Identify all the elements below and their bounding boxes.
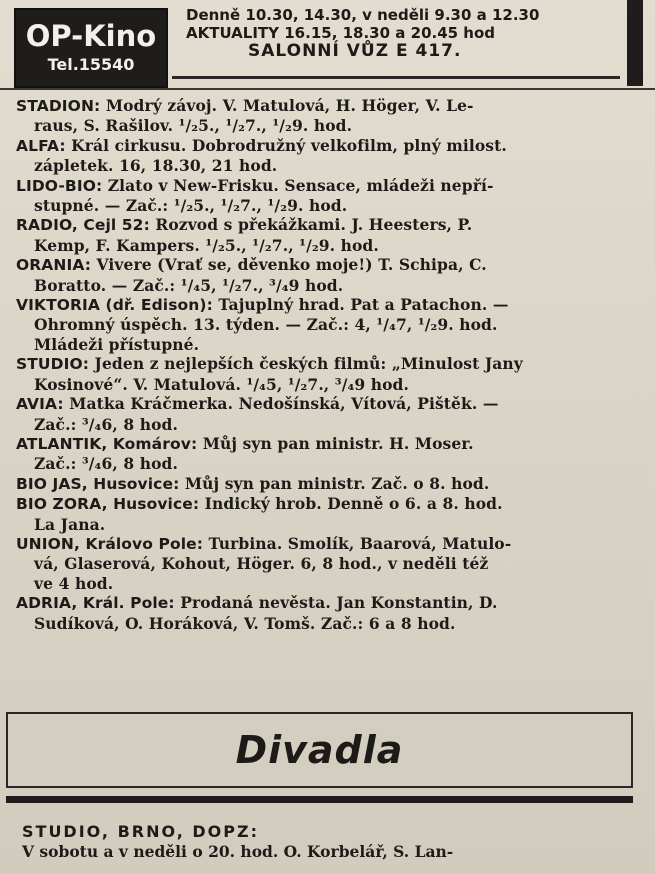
cinema-name: STUDIO: (16, 355, 90, 374)
listing-line (16, 196, 646, 215)
listing-text: Můj syn pan ministr. H. Moser. (202, 433, 474, 453)
section-box (6, 712, 633, 788)
header-line-1: Denně 10.30, 14.30, v neděli 9.30 a 12.30 (186, 6, 540, 24)
listing-text: raus, S. Rašilov. ¹/₂5., ¹/₂7., ¹/₂9. hod. (34, 116, 353, 136)
listing-line (16, 156, 646, 175)
section-title: Divadla (235, 728, 404, 772)
listing-entry (16, 394, 646, 434)
listing-line (16, 236, 646, 255)
listing-text: Prodaná nevěsta. Jan Konstantin, D. (180, 593, 498, 613)
listing-text: ve 4 hod. (34, 573, 114, 593)
top-rule (0, 88, 655, 90)
listing-text: Zač.: ³/₄6, 8 hod. (34, 414, 178, 434)
listing-entry (16, 434, 646, 474)
cinema-name: BIO ZORA, Husovice: (16, 495, 200, 514)
listing-line (16, 515, 646, 534)
listing-text: Můj syn pan ministr. Zač. o 8. hod. (184, 473, 490, 493)
listing-text: Kosinové“. V. Matulová. ¹/₄5, ¹/₂7., ³/₄9 hod. (34, 374, 409, 394)
cinema-name: VIKTORIA (dř. Edison): (16, 296, 213, 315)
cinema-name: RADIO, Cejl 52: (16, 216, 150, 235)
listing-line (16, 593, 646, 613)
listing-text: vá, Glaserová, Kohout, Höger. 6, 8 hod., v neděli též (34, 554, 489, 574)
section-rule (6, 796, 633, 803)
listing-line (16, 574, 646, 593)
listing-entry (16, 534, 646, 593)
listing-line (16, 96, 646, 116)
listing-line (16, 315, 646, 334)
listing-line (16, 215, 646, 235)
listing-entry (16, 96, 646, 136)
header-line-3: SALONNÍ VŮZ E 417. (248, 41, 462, 61)
listing-entry (16, 295, 646, 354)
listing-line (16, 554, 646, 573)
listing-text: Tajuplný hrad. Pat a Patachon. — (218, 295, 509, 315)
cinema-name: ATLANTIK, Komárov: (16, 434, 198, 453)
listing-line (16, 176, 646, 196)
listing-entry (16, 136, 646, 176)
listing-text: stupné. — Zač.: ¹/₂5., ¹/₂7., ¹/₂9. hod. (34, 196, 348, 216)
listing-line (16, 434, 646, 454)
listing-entry (16, 354, 646, 394)
listing-line (16, 295, 646, 315)
theatre-listing (22, 822, 642, 862)
listing-line (16, 375, 646, 394)
cinema-name: STADION: (16, 97, 101, 115)
cinema-name: ORANIA: (16, 256, 92, 275)
listing-text: Turbina. Smolík, Baarová, Matulo- (208, 533, 512, 553)
listing-line (16, 454, 646, 473)
listing-line (16, 335, 646, 354)
header-info (172, 2, 622, 78)
listing-line (16, 394, 646, 414)
listing-text: zápletek. 16, 18.30, 21 hod. (34, 156, 278, 176)
listing-text: Zlato v New-Frisku. Sensace, mládeži nepří- (107, 175, 494, 195)
theatre-heading: STUDIO, BRNO, DOPZ: (22, 822, 259, 841)
listing-text: Kemp, F. Kampers. ¹/₂5., ¹/₂7., ¹/₂9. hod. (34, 235, 379, 255)
theatre-line-1: V sobotu a v neděli o 20. hod. O. Korbelář, S. Lan- (22, 842, 454, 861)
listing-entry (16, 593, 646, 633)
listing-entry (16, 494, 646, 534)
listing-text: La Jana. (34, 514, 106, 534)
listing-text: Rozvod s překážkami. J. Heesters, P. (155, 215, 473, 235)
listing-line (16, 354, 646, 374)
listing-text: Vivere (Vrať se, děvenko moje!) T. Schipa, C. (96, 255, 487, 275)
listing-line (16, 494, 646, 514)
listing-entry (16, 474, 646, 494)
listing-line (16, 415, 646, 434)
listing-text: Mládeži přístupné. (34, 334, 200, 354)
listing-line (16, 255, 646, 275)
listing-line (16, 276, 646, 295)
listing-text: Král cirkusu. Dobrodružný velkofilm, plný milost. (71, 135, 507, 155)
listing-text: Modrý závoj. V. Matulová, H. Höger, V. Le- (105, 96, 474, 115)
listing-entry (16, 215, 646, 255)
cinema-name: ADRIA, Král. Pole: (16, 594, 175, 613)
listing-entry (16, 176, 646, 216)
header-line-2: AKTUALITY 16.15, 18.30 a 20.45 hod (186, 24, 496, 42)
op-kino-logo (14, 8, 168, 88)
cinema-listings (16, 96, 646, 633)
listing-entry (16, 255, 646, 295)
cinema-header (0, 0, 655, 92)
cinema-name: AVIA: (16, 395, 64, 414)
listing-line (16, 614, 646, 633)
logo-name: OP-Kino (25, 19, 157, 53)
listing-text: Jeden z nejlepších českých filmů: „Minulost Jany (94, 354, 523, 374)
cinema-name: ALFA: (16, 136, 66, 155)
logo-phone: Tel.15540 (47, 55, 135, 74)
listing-text: Zač.: ³/₄6, 8 hod. (34, 454, 178, 474)
listing-text: Ohromný úspěch. 13. týden. — Zač.: 4, ¹/₄7, ¹/₂9. hod. (34, 315, 498, 335)
cinema-name: BIO JAS, Husovice: (16, 474, 180, 493)
listing-text: Sudíková, O. Horáková, V. Tomš. Zač.: 6 a 8 hod. (34, 613, 456, 633)
listing-text: Matka Kráčmerka. Nedošínská, Vítová, Pištěk. — (69, 394, 499, 414)
listing-line (16, 136, 646, 156)
listing-line (16, 534, 646, 554)
listing-line (16, 116, 646, 135)
side-bar (627, 0, 643, 86)
cinema-name: LIDO-BIO: (16, 176, 103, 195)
header-rule (172, 76, 620, 79)
listing-text: Boratto. — Zač.: ¹/₄5, ¹/₂7., ³/₄9 hod. (34, 275, 344, 295)
cinema-name: UNION, Královo Pole: (16, 534, 204, 553)
listing-text: Indický hrob. Denně o 6. a 8. hod. (204, 494, 503, 514)
listing-line (16, 474, 646, 494)
